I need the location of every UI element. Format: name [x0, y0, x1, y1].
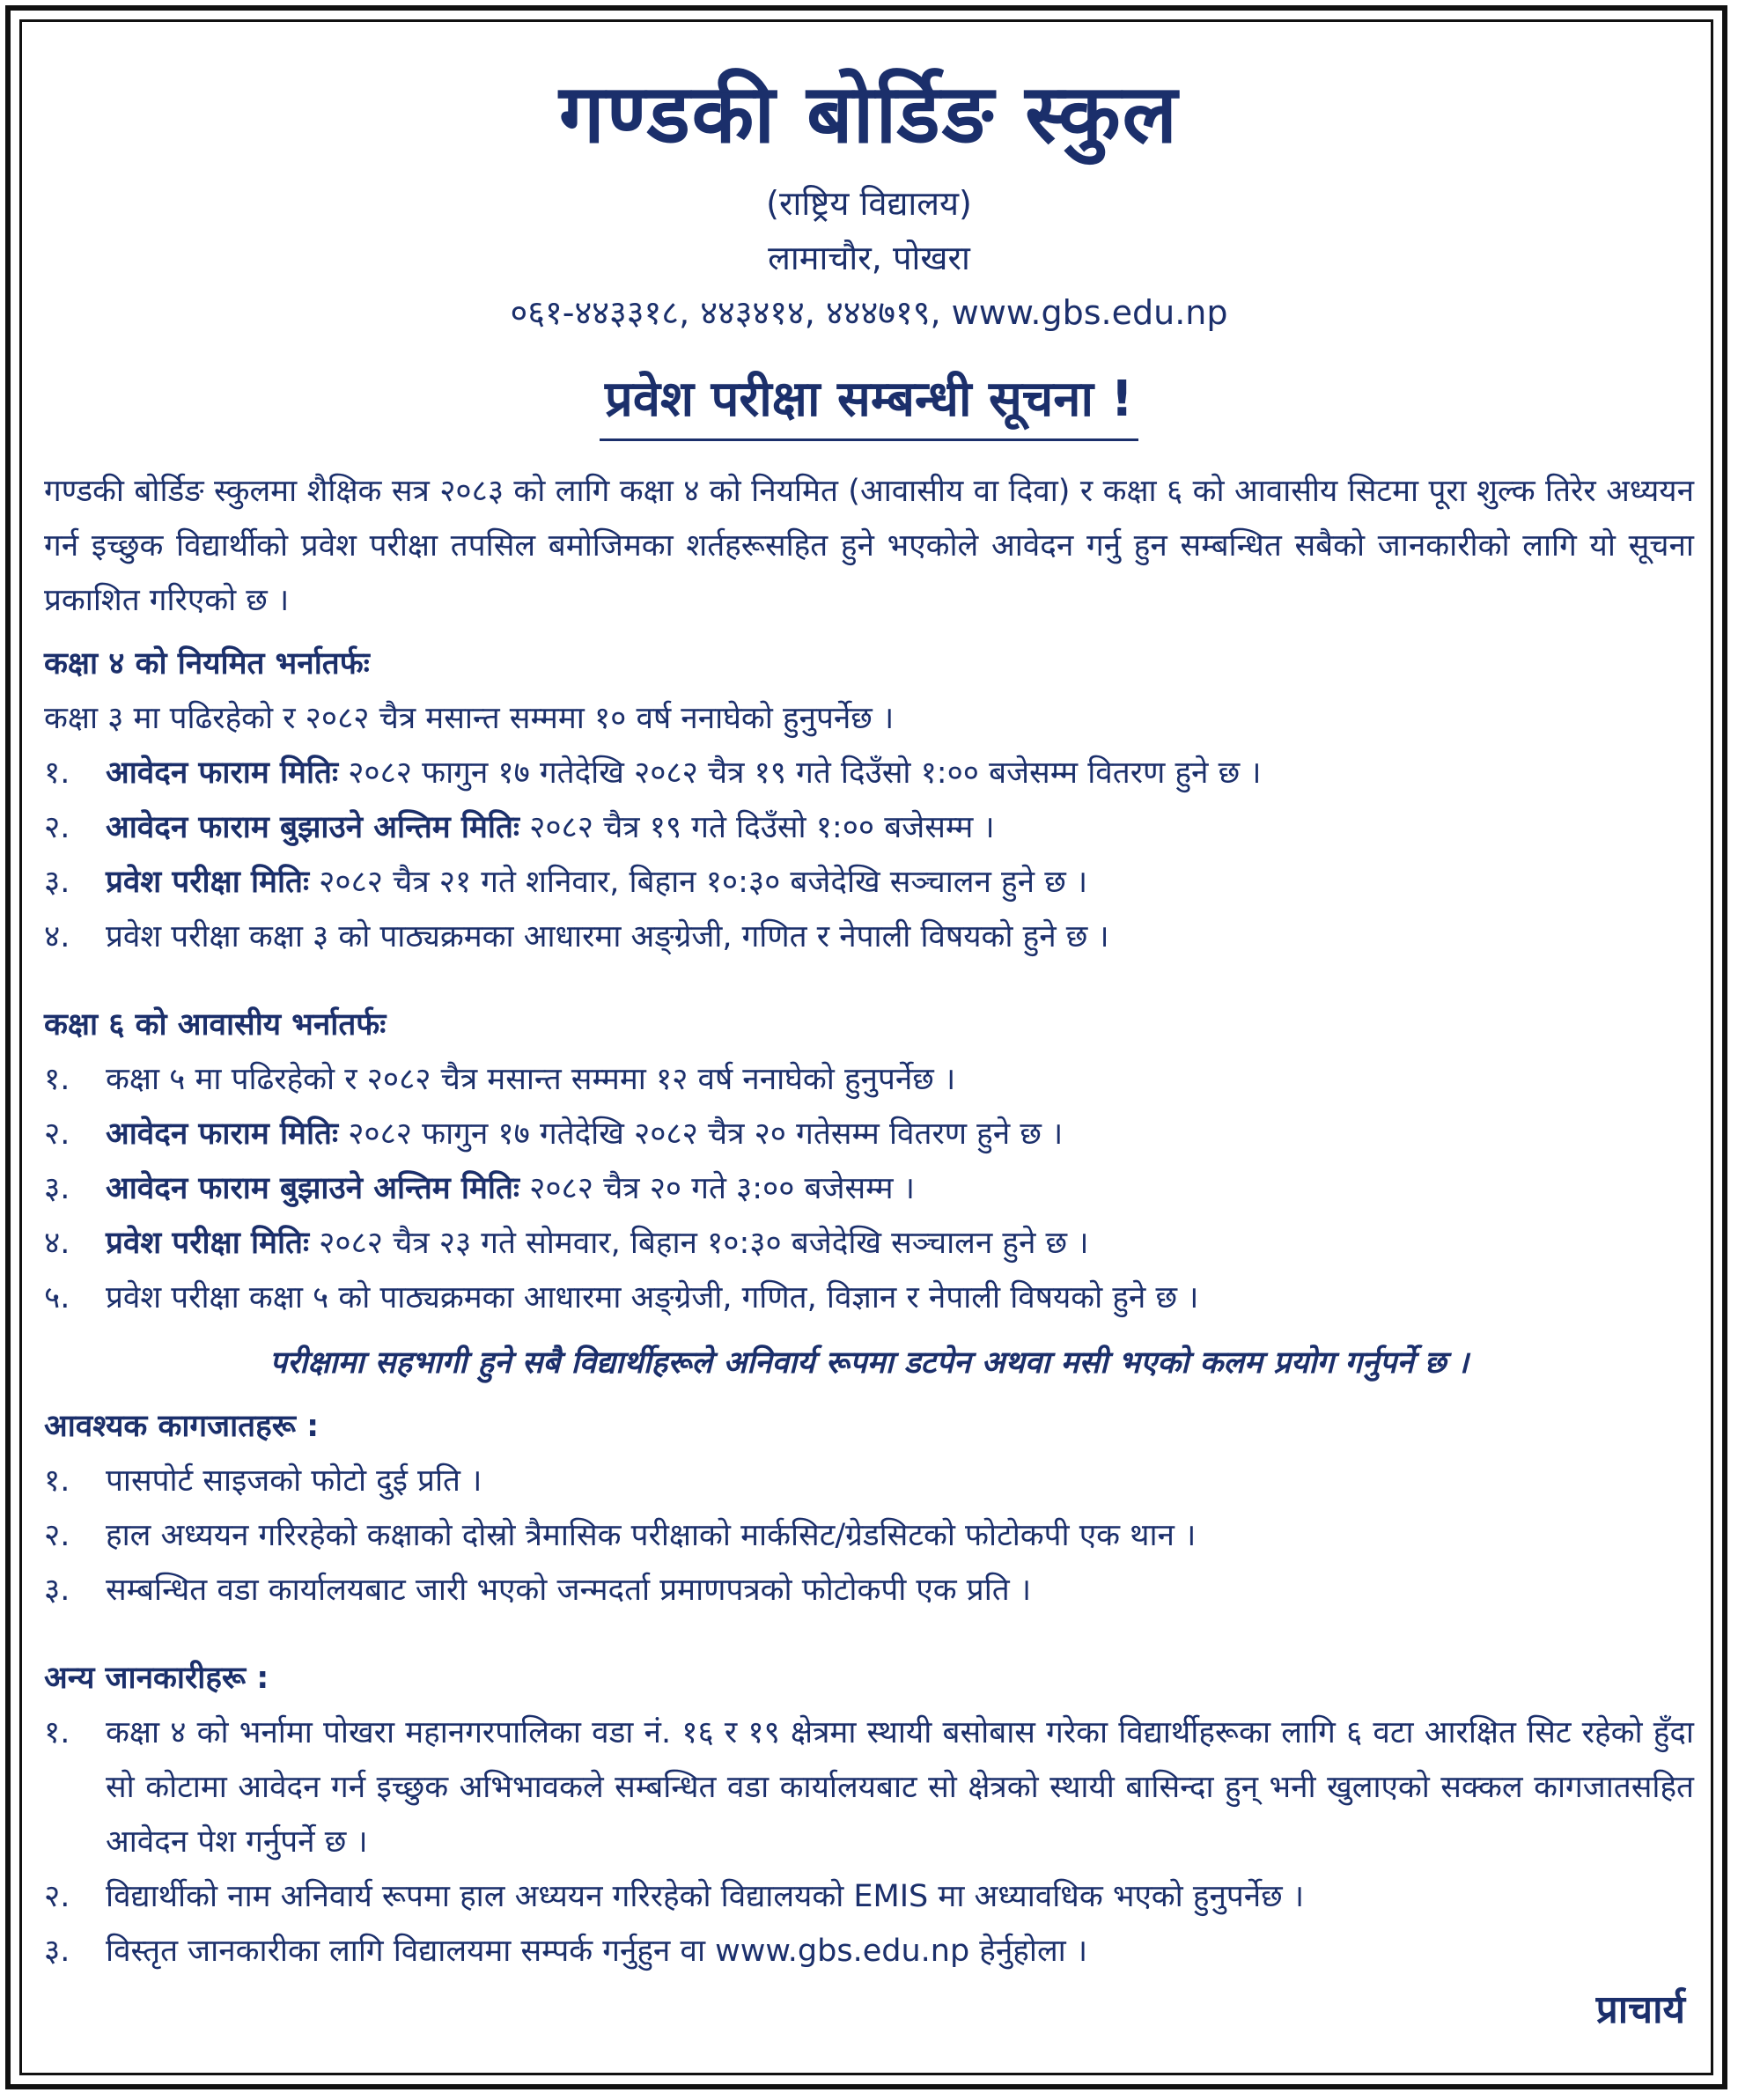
item-number: १. [44, 1715, 70, 1750]
intro-paragraph: गण्डकी बोर्डिङ स्कुलमा शैक्षिक सत्र २०८३ को लागि कक्षा ४ को नियमित (आवासीय वा दिवा) र कक्षा ६ को आवासीय सिटमा पूरा शुल्क तिरेर अध्ययन गर्न इच्छुक विद्यार्थीको प्रवेश परीक्षा तपसिल बमोजिमका शर्तहरूसहित हुने भएकोले आवेदन गर्नु हुन सम्बन्धित सबैको जानकारीको लागि यो सूचना प्रकाशित गरिएको छ । [44, 474, 1694, 618]
pen-warning: परीक्षामा सहभागी हुने सबै विद्यार्थीहरूले अनिवार्य रूपमा डटपेन अथवा मसी भएको कलम प्रयोग गर्नुपर्ने छ । [269, 1345, 1469, 1381]
item-text: २०८२ चैत्र १९ गते दिउँसो १:०० बजेसम्म । [519, 810, 995, 845]
item-label: आवेदन फाराम बुझाउने अन्तिम मितिः [106, 810, 520, 845]
class4-item [44, 855, 1694, 910]
item-number: २. [44, 1518, 70, 1553]
item-text: २०८२ फागुन १७ गतेदेखि २०८२ चैत्र १९ गते दिउँसो १:०० बजेसम्म वितरण हुने छ । [338, 755, 1262, 791]
item-text: हाल अध्ययन गरिरहेको कक्षाको दोस्रो त्रैमासिक परीक्षाको मार्कसिट/ग्रेडसिटको फोटोकपी एक थान । [106, 1518, 1197, 1553]
class6-item [44, 1271, 1694, 1325]
class4-item [44, 910, 1694, 964]
item-text: कक्षा ५ मा पढिरहेको र २०८२ चैत्र मसान्त सम्ममा १२ वर्ष ननाघेको हुनुपर्नेछ । [106, 1062, 956, 1097]
school-type: (राष्ट्रिय विद्यालय) [766, 184, 972, 223]
other-info-item [44, 1706, 1694, 1869]
item-text: २०८२ चैत्र २१ गते शनिवार, बिहान १०:३० बजेदेखि सञ्चालन हुने छ । [309, 865, 1088, 900]
class6-heading: कक्षा ६ को आवासीय भर्नातर्फः [44, 1007, 387, 1043]
item-number: १. [44, 755, 70, 791]
documents-heading: आवश्यक कागजातहरू : [44, 1409, 320, 1444]
item-label: आवेदन फाराम मितिः [106, 755, 339, 791]
item-number: ५. [44, 1280, 70, 1315]
notice-title-wrap [44, 365, 1694, 441]
class4-eligibility: कक्षा ३ मा पढिरहेको र २०८२ चैत्र मसान्त सम्ममा १० वर्ष ननाघेको हुनुपर्नेछ । [44, 701, 895, 736]
item-number: ३. [44, 865, 70, 900]
item-text: सम्बन्धित वडा कार्यालयबाट जारी भएको जन्मदर्ता प्रमाणपत्रको फोटोकपी एक प्रति । [106, 1573, 1032, 1608]
class6-item [44, 1052, 1694, 1107]
item-number: १. [44, 1062, 70, 1097]
document-item [44, 1454, 1694, 1508]
item-text: प्रवेश परीक्षा कक्षा ५ को पाठ्यक्रमका आधारमा अङ्ग्रेजी, गणित, विज्ञान र नेपाली विषयको हुने छ । [106, 1280, 1199, 1315]
class4-item [44, 746, 1694, 800]
other-info-item [44, 1924, 1694, 1978]
item-number: ३. [44, 1171, 70, 1206]
school-contact: ०६१-४४३३१८, ४४३४१४, ४४४७१९, www.gbs.edu.np [510, 293, 1228, 332]
item-text: प्रवेश परीक्षा कक्षा ३ को पाठ्यक्रमका आधारमा अङ्ग्रेजी, गणित र नेपाली विषयको हुने छ । [106, 919, 1109, 954]
school-name: गण्डकी बोर्डिङ स्कुल [558, 67, 1180, 161]
principal-signature: प्राचार्य [1595, 1987, 1685, 2032]
notice-title: प्रवेश परीक्षा सम्बन्धी सूचना ! [600, 365, 1138, 441]
document-item [44, 1508, 1694, 1563]
item-label: आवेदन फाराम मितिः [106, 1116, 339, 1152]
item-number: २. [44, 810, 70, 845]
class6-item [44, 1107, 1694, 1161]
item-text: २०८२ चैत्र २० गते ३:०० बजेसम्म । [519, 1171, 915, 1206]
item-number: ३. [44, 1934, 70, 1969]
item-text: विस्तृत जानकारीका लागि विद्यालयमा सम्पर्क गर्नुहुन वा www.gbs.edu.np हेर्नुहोला । [106, 1934, 1088, 1969]
item-text: २०८२ फागुन १७ गतेदेखि २०८२ चैत्र २० गतेसम्म वितरण हुने छ । [338, 1116, 1064, 1152]
notice-document [44, 53, 1694, 1978]
item-label: प्रवेश परीक्षा मितिः [106, 865, 310, 900]
item-text: कक्षा ४ को भर्नामा पोखरा महानगरपालिका वडा नं. १६ र १९ क्षेत्रमा स्थायी बसोबास गरेका विद्यार्थीहरूका लागि ६ वटा आरक्षित सिट रहेको हुँदा सो कोटामा आवेदन गर्न इच्छुक अभिभावकले सम्बन्धित वडा कार्यालयबाट सो क्षेत्रको स्थायी बासिन्दा हुन् भनी खुलाएको सक्कल कागजातसहित आवेदन पेश गर्नुपर्ने छ । [106, 1715, 1694, 1860]
item-text: पासपोर्ट साइजको फोटो दुई प्रति । [106, 1463, 482, 1499]
item-number: ४. [44, 1226, 70, 1261]
document-item [44, 1563, 1694, 1617]
item-number: २. [44, 1879, 70, 1914]
other-info-item [44, 1869, 1694, 1924]
item-number: २. [44, 1116, 70, 1152]
item-number: ३. [44, 1573, 70, 1608]
item-text: विद्यार्थीको नाम अनिवार्य रूपमा हाल अध्ययन गरिरहेको विद्यालयको EMIS मा अध्यावधिक भएको हुनुपर्नेछ । [106, 1879, 1305, 1914]
item-label: आवेदन फाराम बुझाउने अन्तिम मितिः [106, 1171, 520, 1206]
item-number: ४. [44, 919, 70, 954]
class4-item [44, 800, 1694, 855]
item-number: १. [44, 1463, 70, 1499]
item-label: प्रवेश परीक्षा मितिः [106, 1226, 310, 1261]
class4-heading: कक्षा ४ को नियमित भर्नातर्फः [44, 646, 370, 682]
other-info-heading: अन्य जानकारीहरू : [44, 1661, 269, 1696]
class6-item [44, 1216, 1694, 1271]
item-text: २०८२ चैत्र २३ गते सोमवार, बिहान १०:३० बजेदेखि सञ्चालन हुने छ । [309, 1226, 1089, 1261]
school-address: लामाचौर, पोखरा [768, 239, 970, 277]
class6-item [44, 1161, 1694, 1216]
